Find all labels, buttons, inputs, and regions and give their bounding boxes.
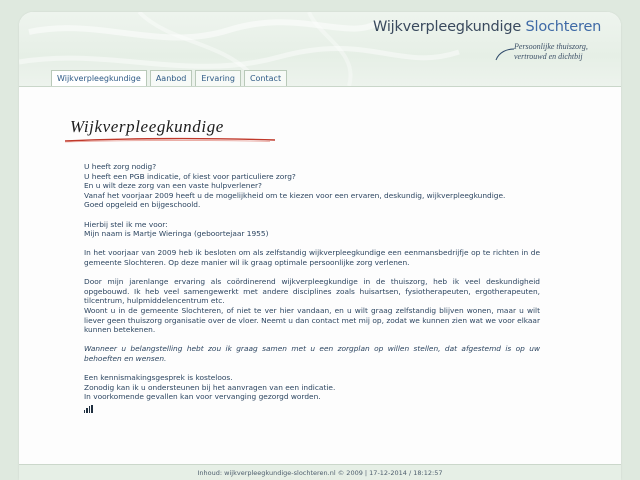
tab-wijkverpleegkundige[interactable]: Wijkverpleegkundige [51,70,147,86]
intro-line-4: Vanaf het voorjaar 2009 heeft u de mogelijkheid om te kiezen voor een ervaren, deskundig, wijkverpleegkundige. [84,190,506,200]
introduce-line-2: Mijn naam is Martje Wieringa (geboortejaar 1955) [84,229,269,239]
page-title: Wijkverpleegkundige [70,117,224,136]
logo-text-part1: Wijkverpleegkundige [373,19,522,35]
interest-paragraph: Wanneer u belangstelling hebt zou ik graag samen met u een zorgplan op willen stellen, dat afgestemd is op uw behoeften en wensen. [84,344,540,363]
main-nav [51,70,287,86]
site-logo[interactable] [373,19,601,35]
intro-paragraph [84,162,540,210]
closing-line-1: Een kennismakingsgesprek is kosteloos. [84,373,233,383]
tagline-swoosh [495,48,515,62]
closing-line-2: Zonodig kan ik u ondersteunen bij het aanvragen van een indicatie. [84,382,336,392]
main-content [19,86,621,465]
intro-line-2: U heeft een PGB indicatie, of kiest voor particuliere zorg? [84,171,296,181]
tagline-line2: vertrouwd en dichtbij [514,52,583,61]
intro-line-3: En u wilt deze zorg van een vaste hulpverlener? [84,181,262,191]
start-paragraph: In het voorjaar van 2009 heb ik besloten om als zelfstandig wijkverpleegkundige een eenmansbedrijfje op te richten in de gemeente Slochteren. Op deze manier wil ik graag optimale persoonlijke zorg verlenen. [84,248,540,267]
closing-paragraph [84,373,540,402]
experience-paragraph [84,277,540,335]
introduce-line-1: Hierbij stel ik me voor: [84,219,168,229]
body-text [84,162,540,411]
intro-line-5: Goed opgeleid en bijgeschoold. [84,200,201,210]
site-footer: Inhoud: wijkverpleegkundige-slochteren.nl © 2009 | 17-12-2014 / 18:12:57 [19,464,621,480]
logo-text-part2: Slochteren [525,19,602,35]
closing-line-3: In voorkomende gevallen kan voor vervanging gezorgd worden. [84,392,321,402]
tagline-line1: Persoonlijke thuiszorg, [514,42,588,51]
experience-text: Door mijn jarenlange ervaring als coördinerend wijkverpleegkundige in de thuiszorg, heb ik veel deskundigheid opgebouwd. Ik heb veel samengewerkt met andere disciplines zoals huisartsen, fysiotherapeuten, ergotherapeuten, tilcentrum, hulpmiddelencentrum etc. [84,277,540,306]
intro-line-1: U heeft zorg nodig? [84,162,157,171]
introduction-paragraph [84,220,540,239]
page [19,12,621,480]
tab-ervaring[interactable]: Ervaring [195,70,241,86]
local-text: Woont u in de gemeente Slochteren, of niet te ver hier vandaan, en u wilt graag zelfstandig blijven wonen, maar u wilt liever geen thuiszorg organisatie over de vloer. Neemt u dan contact met mij op, zodat we kunnen zien wat we voor elkaar kunnen betekenen. [84,305,540,335]
tab-contact[interactable]: Contact [244,70,287,86]
tab-aanbod[interactable]: Aanbod [150,70,193,86]
site-tagline [514,42,588,62]
site-header [19,12,621,86]
bar-chart-icon[interactable] [84,405,93,413]
heading-underline [65,137,275,143]
